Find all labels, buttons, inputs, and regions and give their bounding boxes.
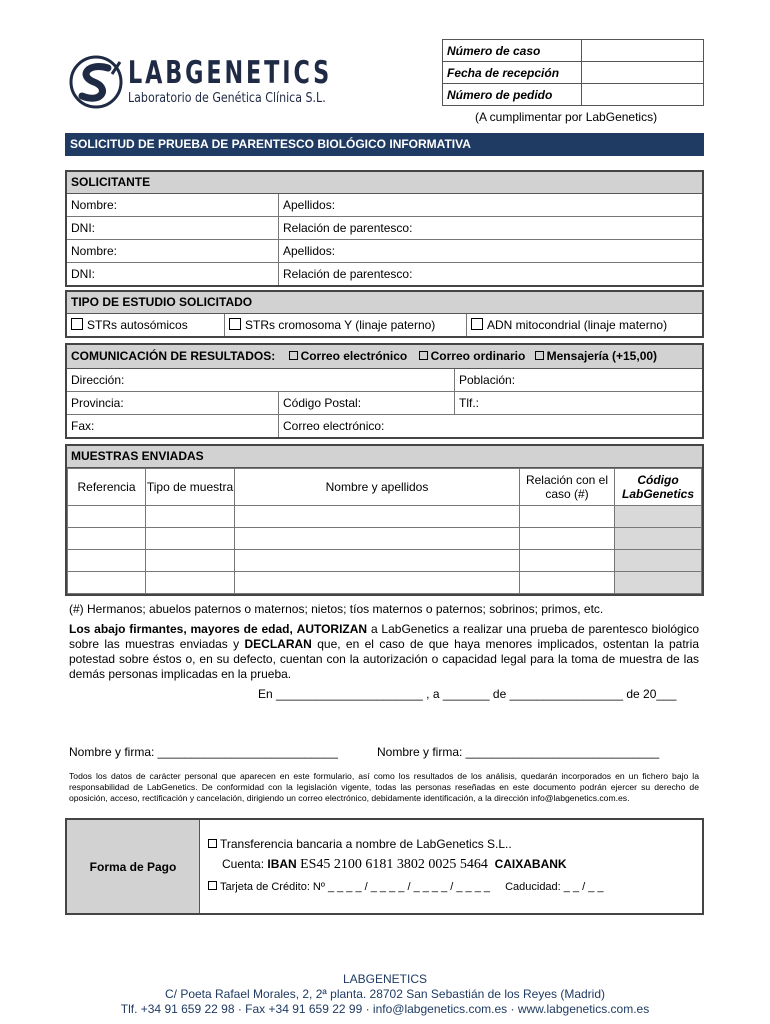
table-cell[interactable]: [146, 572, 235, 594]
case-number-field[interactable]: [582, 40, 704, 62]
poblacion-field[interactable]: Población:: [459, 373, 516, 387]
col-relacion: Relación con el caso (#): [520, 469, 615, 506]
checkbox-icon[interactable]: [471, 318, 483, 330]
cuenta-label: Cuenta:: [222, 857, 265, 871]
option-adn-mitocondrial[interactable]: [467, 314, 702, 336]
table-cell[interactable]: [520, 550, 615, 572]
solicitante-section: [65, 170, 704, 287]
authorization-text: [69, 622, 699, 682]
case-number-label: Número de caso: [443, 40, 582, 62]
table-row: [68, 506, 702, 528]
option-label: Mensajería (+15,00): [546, 349, 658, 363]
table-cell: [615, 572, 702, 594]
option-label: STRs cromosoma Y (linaje paterno): [245, 318, 436, 332]
table-cell[interactable]: [146, 550, 235, 572]
case-note: (A cumplimentar por LabGenetics): [475, 110, 658, 124]
iban-value: ES45 2100 6181 3802 0025 5464: [300, 857, 488, 872]
table-cell[interactable]: [68, 528, 146, 550]
codigo-postal-field[interactable]: Código Postal:: [279, 392, 455, 414]
table-cell: [615, 550, 702, 572]
reception-date-label: Fecha de recepción: [443, 62, 582, 84]
footer-address: C/ Poeta Rafael Morales, 2, 2ª planta. 28702 San Sebastián de los Reyes (Madrid): [164, 987, 606, 1001]
relacion-field-2[interactable]: Relación de parentesco:: [283, 267, 413, 281]
place-date-line[interactable]: En ______________________ , a _______ de _________________ de 20___: [258, 687, 677, 701]
footer-company: LABGENETICS: [342, 972, 428, 986]
nombre-field-2[interactable]: Nombre:: [67, 240, 279, 262]
nombre-field-1[interactable]: Nombre:: [67, 194, 279, 216]
payment-section: [65, 818, 704, 915]
table-cell[interactable]: [68, 506, 146, 528]
table-cell[interactable]: [146, 506, 235, 528]
option-label: Correo ordinario: [430, 349, 526, 363]
option-correo-electronico[interactable]: [289, 349, 408, 363]
account-line: [208, 857, 604, 873]
fax-field[interactable]: Fax:: [67, 415, 279, 437]
checkbox-icon[interactable]: [208, 881, 217, 890]
provincia-field[interactable]: Provincia:: [67, 392, 279, 414]
option-label: Correo electrónico: [300, 349, 408, 363]
muestras-table: [67, 468, 702, 594]
transfer-label: Transferencia bancaria a nombre de LabGenetics S.L..: [220, 837, 512, 851]
apellidos-field-1[interactable]: Apellidos:: [283, 198, 336, 212]
checkbox-icon[interactable]: [419, 351, 428, 360]
relatives-note: (#) Hermanos; abuelos paternos o maternos; nietos; tíos maternos o paternos; sobrinos; primos, etc.: [69, 602, 604, 616]
payment-label: Forma de Pago: [67, 820, 200, 913]
direccion-field[interactable]: Dirección:: [67, 369, 455, 391]
expiry-field[interactable]: Caducidad: _ _ / _ _: [505, 881, 604, 893]
checkbox-icon[interactable]: [229, 318, 241, 330]
col-referencia: Referencia: [68, 469, 146, 506]
comunicacion-title: COMUNICACIÓN DE RESULTADOS:: [71, 349, 276, 363]
auth-mid: a LabGenetics a realizar una prueba de parentesco biológico sobre las muestras enviadas y: [69, 622, 700, 651]
table-cell[interactable]: [146, 528, 235, 550]
checkbox-icon[interactable]: [535, 351, 544, 360]
table-cell[interactable]: [235, 528, 520, 550]
solicitante-heading: SOLICITANTE: [67, 172, 702, 194]
bank-name: CAIXABANK: [494, 857, 567, 871]
payment-options: [200, 820, 604, 913]
card-number-field[interactable]: Tarjeta de Crédito: Nº _ _ _ _ / _ _ _ _ / _ _ _ _ / _ _ _ _: [220, 881, 491, 893]
comunicacion-heading: [67, 345, 702, 369]
table-cell: [615, 528, 702, 550]
checkbox-icon[interactable]: [71, 318, 83, 330]
estudio-heading: TIPO DE ESTUDIO SOLICITADO: [67, 292, 702, 314]
table-cell[interactable]: [68, 572, 146, 594]
estudio-section: [65, 290, 704, 338]
option-label: STRs autosómicos: [87, 318, 188, 332]
option-tarjeta[interactable]: [208, 881, 604, 893]
table-row: [68, 528, 702, 550]
col-nombre-apellidos: Nombre y apellidos: [235, 469, 520, 506]
muestras-section: [65, 444, 704, 596]
option-mensajeria[interactable]: [535, 349, 657, 363]
case-table: [442, 39, 704, 106]
order-number-label: Número de pedido: [443, 84, 582, 106]
col-tipo-muestra: Tipo de muestra: [146, 469, 235, 506]
signature-1[interactable]: Nombre y firma: ___________________________: [69, 745, 338, 759]
option-transferencia[interactable]: [208, 837, 604, 851]
legal-text: Todos los datos de carácter personal que aparecen en este formulario, así como los resultados de los análisis, quedarán incorporados en un fichero bajo la responsabilidad de LabGenetics. De conformidad con la legislación vigente, todas las personas reseñadas en este documento podrán ejercer su derecho de oposición, acceso, rectificación y cancelación, dirigiendo un correo electrónico, debidamente identificación, a la dirección info@labgenetics.com.es.: [69, 771, 699, 803]
tlf-field[interactable]: Tlf.:: [459, 396, 479, 410]
auth-lead: Los abajo firmantes, mayores de edad,: [69, 622, 293, 636]
comunicacion-section: [65, 343, 704, 439]
auth-declaran: DECLARAN: [244, 637, 312, 651]
table-cell[interactable]: [520, 572, 615, 594]
col-codigo: Código LabGenetics: [615, 469, 702, 506]
table-cell[interactable]: [235, 550, 520, 572]
form-title: SOLICITUD DE PRUEBA DE PARENTESCO BIOLÓGICO INFORMATIVA: [65, 133, 704, 156]
table-row: [68, 572, 702, 594]
relacion-field-1[interactable]: Relación de parentesco:: [283, 221, 413, 235]
logo-subtitle: Laboratorio de Genética Clínica S.L.: [128, 91, 326, 106]
table-cell[interactable]: [520, 528, 615, 550]
order-number-field[interactable]: [582, 84, 704, 106]
checkbox-icon[interactable]: [289, 351, 298, 360]
signature-2[interactable]: Nombre y firma: _____________________________: [377, 745, 660, 759]
table-cell[interactable]: [520, 506, 615, 528]
auth-autorizan: AUTORIZAN: [296, 622, 368, 636]
correo-field[interactable]: Correo electrónico:: [283, 419, 385, 433]
logo-name: LABGENETICS: [128, 55, 333, 91]
reception-date-field[interactable]: [582, 62, 704, 84]
dni-field-2[interactable]: DNI:: [67, 263, 279, 285]
checkbox-icon[interactable]: [208, 839, 217, 848]
table-cell[interactable]: [235, 572, 520, 594]
auth-tail: que, en el caso de que haya menores implicados, ostentan la patria potestad sobre éstos o, en su defecto, cuentan con la autorización o capacidad legal para la toma de muestra de las demás personas implicadas en la prueba.: [69, 637, 699, 681]
muestras-heading: MUESTRAS ENVIADAS: [67, 446, 702, 468]
footer-contact: Tlf. +34 91 659 22 98 · Fax +34 91 659 22 99 · info@labgenetics.com.es · www.labgenetics.com.es: [120, 1002, 650, 1016]
table-row: [68, 550, 702, 572]
table-cell: [615, 506, 702, 528]
option-label: ADN mitocondrial (linaje materno): [487, 318, 668, 332]
option-strs-autosomicos[interactable]: [67, 314, 225, 336]
table-cell[interactable]: [235, 506, 520, 528]
dni-field-1[interactable]: DNI:: [67, 217, 279, 239]
iban-label: IBAN: [267, 857, 297, 871]
option-correo-ordinario[interactable]: [419, 349, 526, 363]
table-cell[interactable]: [68, 550, 146, 572]
apellidos-field-2[interactable]: Apellidos:: [283, 244, 336, 258]
labgenetics-logo-icon: [68, 54, 124, 110]
option-strs-y[interactable]: [225, 314, 467, 336]
